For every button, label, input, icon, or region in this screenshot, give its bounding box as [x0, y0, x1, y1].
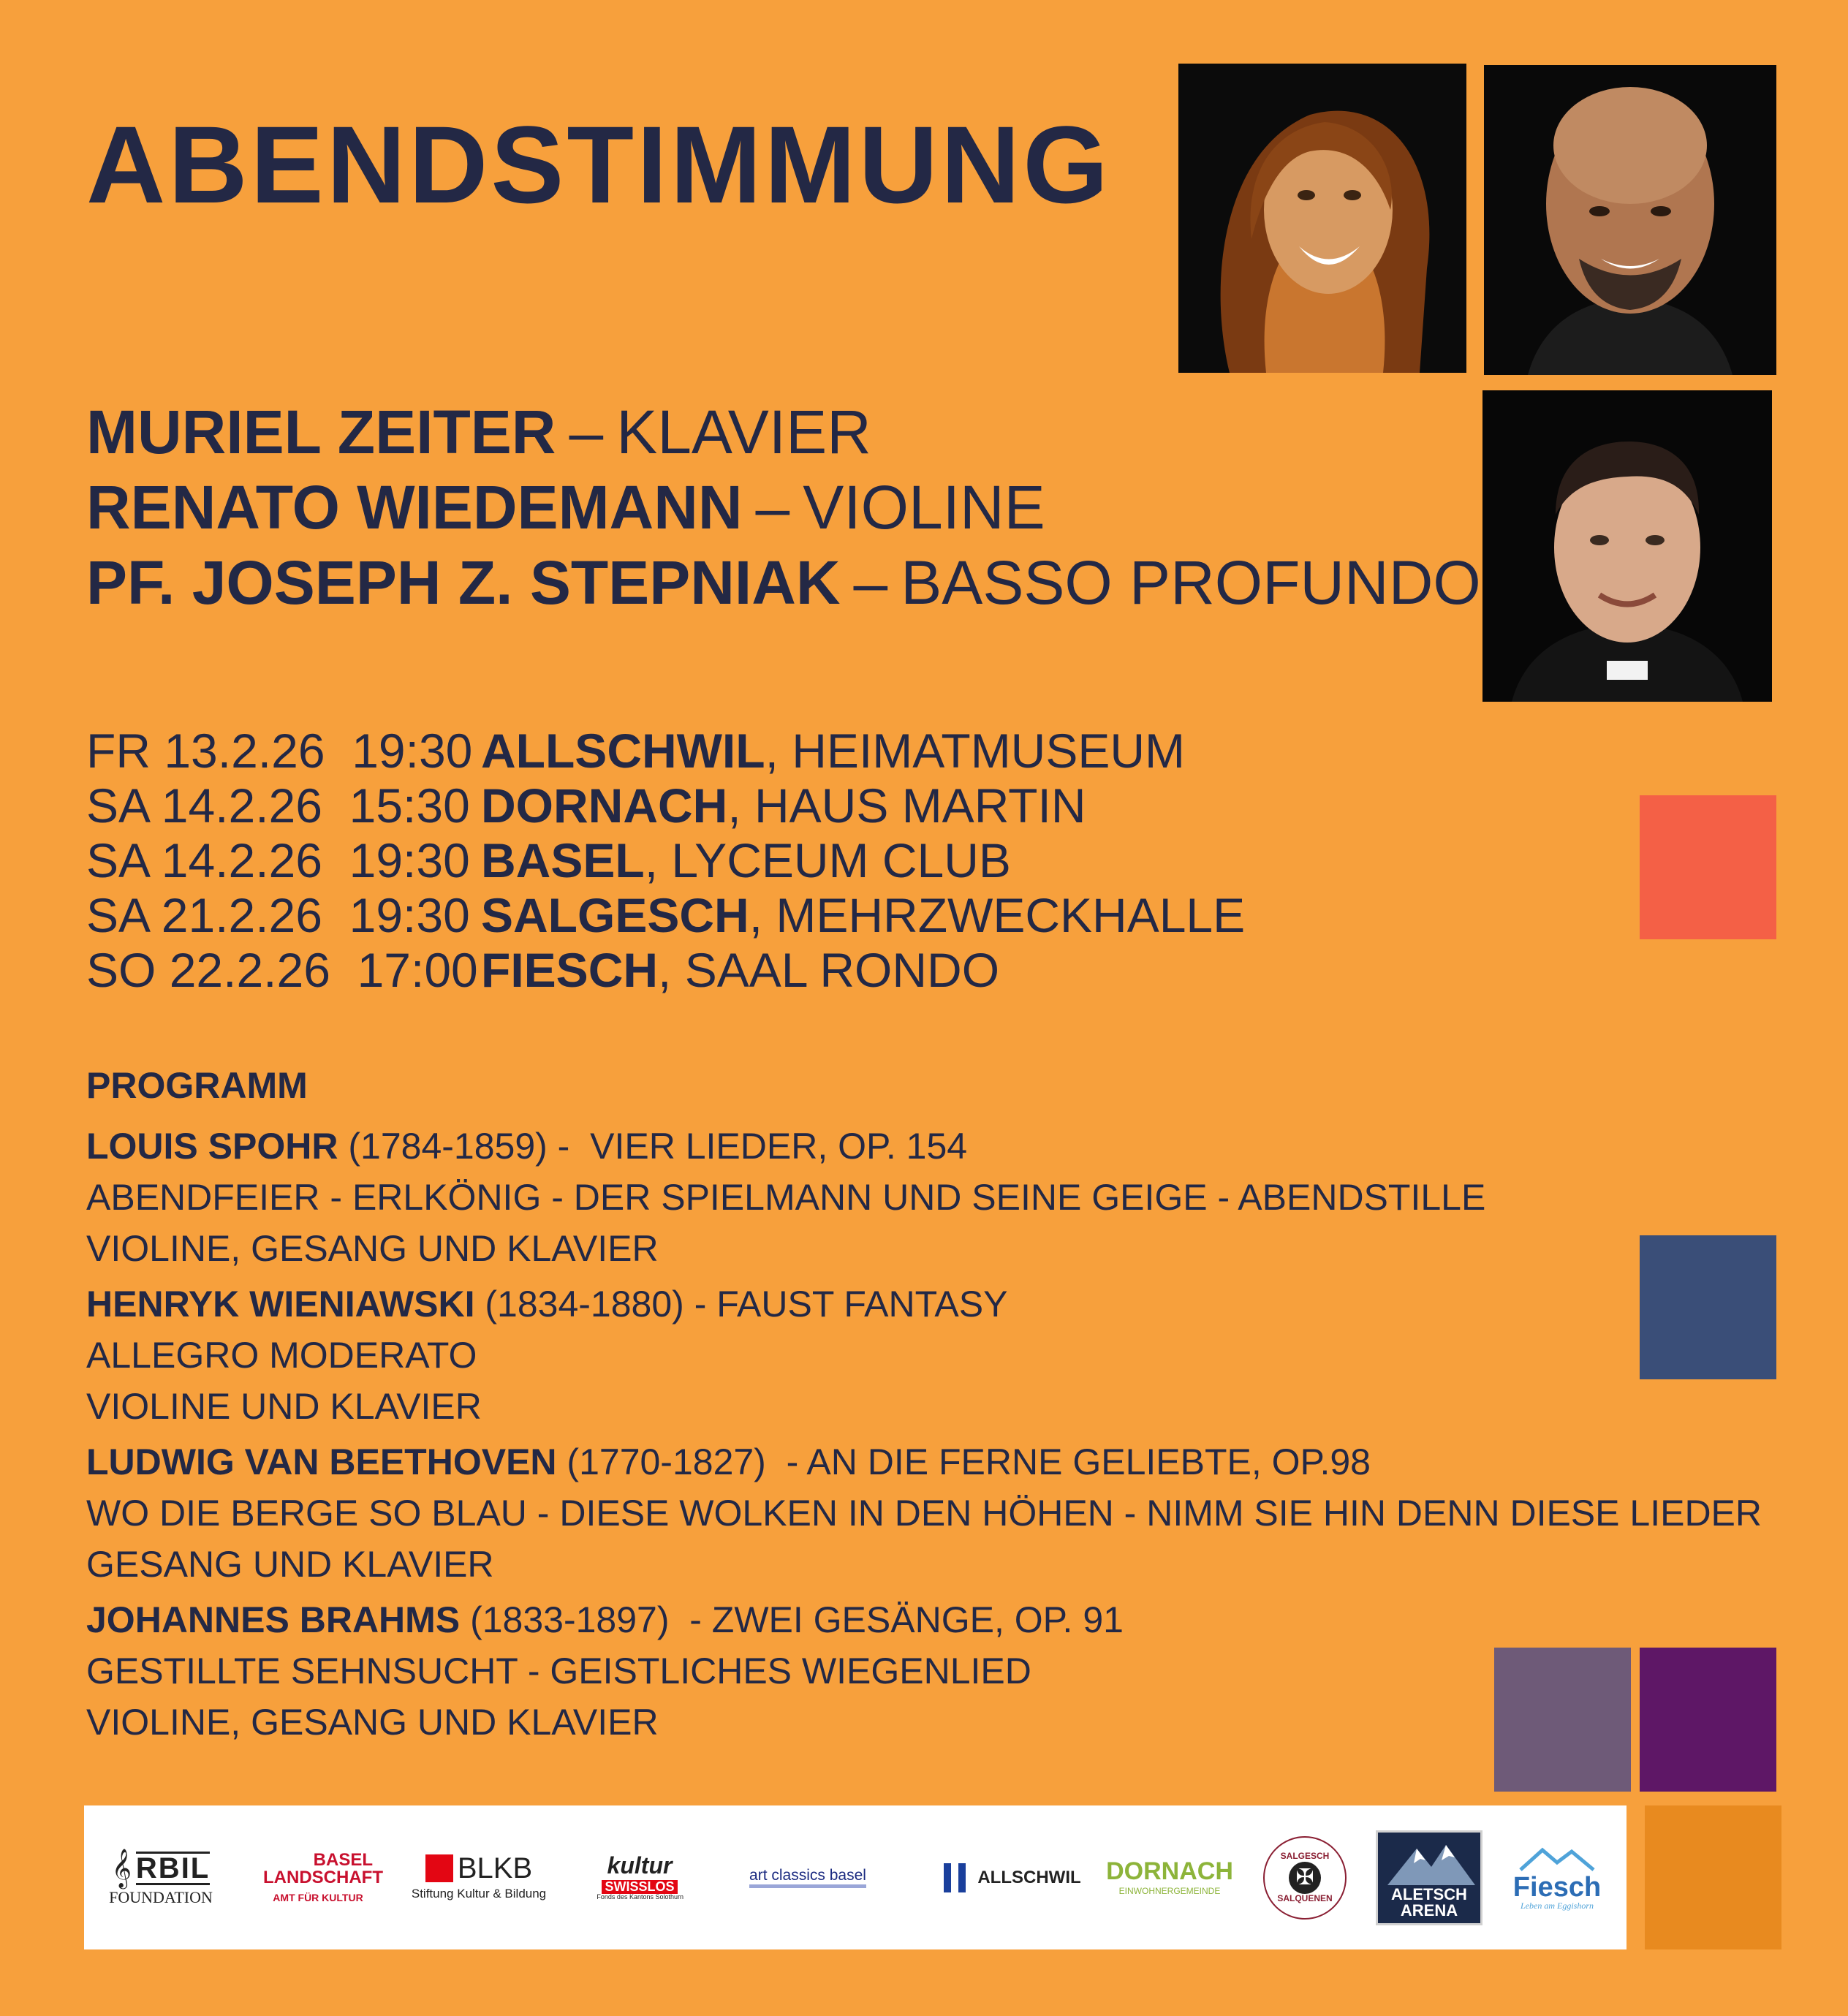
work-title: (1833-1897) - ZWEI GESÄNGE, OP. 91 — [460, 1599, 1124, 1640]
programme-work — [86, 1121, 1724, 1274]
photo-muriel-zeiter — [1178, 64, 1466, 373]
logo-subtext: AMT FÜR KULTUR — [273, 1891, 363, 1903]
concert-dates — [86, 724, 1245, 998]
decor-square-blue — [1640, 1235, 1776, 1379]
date-row — [86, 833, 1245, 888]
date-venue: , HEIMATMUSEUM — [765, 724, 1186, 778]
performer-role: VIOLINE — [803, 473, 1045, 542]
work-title-line — [86, 1594, 1724, 1645]
logo-text: ALLSCHWIL — [977, 1867, 1081, 1887]
portrait-image — [1484, 65, 1776, 375]
work-title: (1834-1880) - FAUST FANTASY — [474, 1284, 1008, 1325]
performer-name: RENATO WIEDEMANN — [86, 473, 743, 542]
date-time: SA 14.2.26 19:30 — [86, 833, 470, 887]
logo-text: SALGESCH — [1280, 1851, 1330, 1862]
decor-square-purple — [1640, 1648, 1776, 1792]
photo-joseph-stepniak — [1482, 390, 1772, 702]
logo-subtext: Fonds des Kantons Solothurn — [597, 1893, 683, 1901]
composer-name: HENRYK WIENIAWSKI — [86, 1284, 475, 1325]
performer-role: BASSO PROFUNDO — [901, 548, 1481, 617]
programme-work — [86, 1436, 1762, 1590]
date-time: FR 13.2.26 19:30 — [86, 724, 473, 778]
performer-dash: – — [853, 548, 888, 617]
date-venue: , LYCEUM CLUB — [644, 833, 1011, 887]
sponsor-bar — [84, 1805, 1627, 1949]
date-row — [86, 943, 1245, 998]
programme — [86, 1064, 1762, 1748]
logo-text: BASEL LANDSCHAFT — [263, 1849, 383, 1887]
work-instrumentation: VIOLINE UND KLAVIER — [86, 1386, 482, 1427]
performer-line — [86, 470, 1481, 545]
performer-dash: – — [755, 473, 790, 542]
mountain-icon — [1387, 1841, 1475, 1885]
logo-allschwil — [939, 1805, 1086, 1949]
treble-clef-icon: 𝄞 — [111, 1848, 132, 1888]
work-instrumentation: VIOLINE, GESANG UND KLAVIER — [86, 1228, 659, 1269]
work-detail: GESTILLTE SEHNSUCHT - GEISTLICHES WIEGENLIED — [86, 1651, 1031, 1691]
work-title-line — [86, 1121, 1724, 1172]
date-city: DORNACH — [481, 778, 728, 833]
logo-fiesch — [1495, 1805, 1619, 1949]
logo-subtext: Stiftung Kultur & Bildung — [411, 1887, 547, 1901]
logo-kultur-swisslos — [574, 1805, 705, 1949]
blkb-mark-icon — [425, 1854, 453, 1882]
portrait-image — [1482, 390, 1772, 702]
performer-role: KLAVIER — [616, 398, 871, 466]
logo-text: RBIL — [135, 1852, 211, 1885]
date-row — [86, 724, 1245, 778]
logo-text: Fiesch — [1512, 1871, 1602, 1903]
logo-aletsch-arena — [1371, 1805, 1488, 1949]
work-title-line — [86, 1278, 1724, 1330]
logo-subtext: SALQUENEN — [1277, 1892, 1333, 1903]
date-venue: , SAAL RONDO — [658, 943, 1000, 997]
work-title: (1770-1827) - AN DIE FERNE GELIEBTE, OP.98 — [556, 1441, 1371, 1482]
logo-text: BLKB — [457, 1852, 533, 1885]
work-instrumentation: VIOLINE, GESANG UND KLAVIER — [86, 1702, 659, 1743]
logo-subtext: SWISSLOS — [602, 1880, 677, 1895]
programme-work — [86, 1278, 1724, 1432]
decor-square-orange — [1645, 1805, 1781, 1949]
logo-text: art classics basel — [749, 1868, 866, 1888]
allschwil-pixel-icon — [944, 1863, 973, 1892]
date-venue: , HAUS MARTIN — [727, 778, 1086, 833]
work-detail: WO DIE BERGE SO BLAU - DIESE WOLKEN IN DEN HÖHEN - NIMM SIE HIN DENN DIESE LIEDER — [86, 1493, 1762, 1534]
programme-work — [86, 1594, 1724, 1748]
date-time: SA 14.2.26 15:30 — [86, 778, 470, 833]
logo-subtext: Leben am Eggishorn — [1521, 1900, 1594, 1911]
composer-name: LUDWIG VAN BEETHOVEN — [86, 1441, 557, 1482]
date-time: SO 22.2.26 17:00 — [86, 943, 478, 997]
work-detail: ABENDFEIER - ERLKÖNIG - DER SPIELMANN UND SEINE GEIGE - ABENDSTILLE — [86, 1177, 1486, 1218]
date-city: SALGESCH — [481, 888, 749, 942]
logo-text: kultur — [607, 1852, 673, 1879]
date-city: BASEL — [481, 833, 645, 887]
logo-text: DORNACH — [1106, 1857, 1233, 1885]
photo-renato-wiedemann — [1484, 65, 1776, 375]
fiesch-wave-icon — [1517, 1844, 1597, 1873]
decor-square-mauve — [1494, 1648, 1631, 1792]
logo-rbil-foundation — [91, 1805, 230, 1949]
poster-title: ABENDSTIMMUNG — [86, 103, 1111, 226]
date-time: SA 21.2.26 19:30 — [86, 888, 470, 942]
programme-heading: PROGRAMM — [86, 1065, 308, 1106]
performer-name: MURIEL ZEITER — [86, 398, 556, 466]
work-detail: ALLEGRO MODERATO — [86, 1335, 477, 1376]
composer-name: JOHANNES BRAHMS — [86, 1599, 461, 1640]
logo-subtext: FOUNDATION — [109, 1888, 213, 1907]
performer-name: PF. JOSEPH Z. STEPNIAK — [86, 548, 841, 617]
logo-basel-landschaft — [245, 1805, 391, 1949]
date-city: FIESCH — [481, 943, 659, 997]
logo-art-classics-basel — [735, 1805, 881, 1949]
date-row — [86, 778, 1245, 833]
logo-subtext: EINWOHNERGEMEINDE — [1118, 1885, 1221, 1896]
performer-line — [86, 395, 1481, 470]
performer-line — [86, 545, 1481, 621]
composer-name: LOUIS SPOHR — [86, 1126, 338, 1167]
date-city: ALLSCHWIL — [481, 724, 765, 778]
logo-text: ALETSCH — [1391, 1884, 1467, 1903]
portrait-image — [1178, 64, 1466, 373]
logo-blkb — [406, 1805, 552, 1949]
work-title: (1784-1859) - VIER LIEDER, OP. 154 — [338, 1126, 968, 1167]
logo-salgesch — [1254, 1805, 1356, 1949]
decor-square-red — [1640, 795, 1776, 939]
logo-dornach — [1100, 1805, 1239, 1949]
date-row — [86, 888, 1245, 943]
performer-dash: – — [569, 398, 604, 466]
work-title-line — [86, 1436, 1724, 1488]
performer-list — [86, 395, 1481, 621]
maltese-cross-icon: ✠ — [1289, 1862, 1321, 1894]
logo-subtext: ARENA — [1400, 1901, 1458, 1920]
work-instrumentation: GESANG UND KLAVIER — [86, 1544, 494, 1585]
date-venue: , MEHRZWECKHALLE — [749, 888, 1246, 942]
